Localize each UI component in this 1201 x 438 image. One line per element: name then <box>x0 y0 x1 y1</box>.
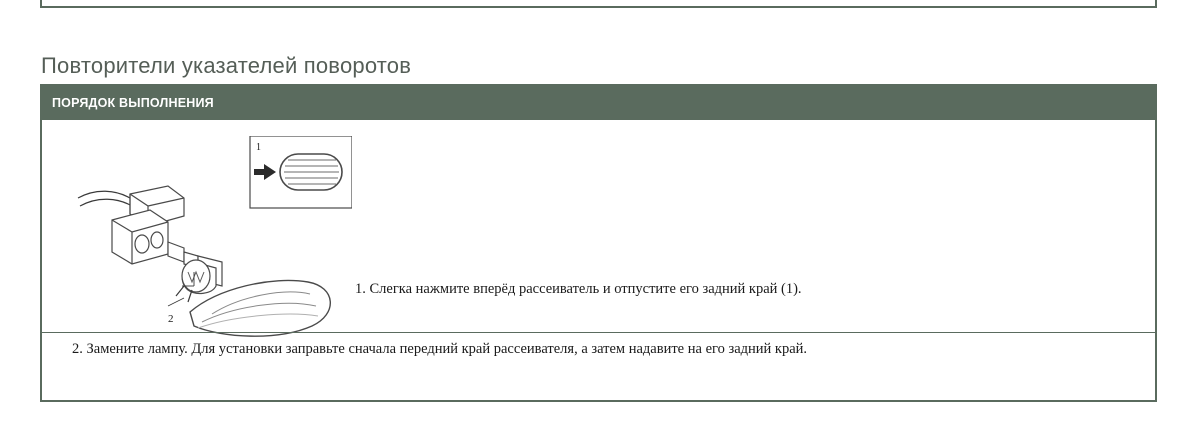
procedure-step-1: 1. Слегка нажмите вперёд рассеиватель и отпустите его задний край (1). <box>355 281 802 297</box>
bulb-socket-assembly <box>78 186 198 268</box>
procedure-panel <box>40 84 1157 402</box>
procedure-panel-body <box>42 120 1155 366</box>
page-title: Повторители указателей поворотов <box>41 53 412 79</box>
inset-callout-label: 1 <box>256 142 261 153</box>
procedure-panel-header-label: ПОРЯДОК ВЫПОЛНЕНИЯ <box>52 96 214 110</box>
figure-callout-2: 2 <box>168 313 174 325</box>
repeater-lamp-illustration <box>72 136 352 356</box>
inset-detail-box <box>250 136 352 208</box>
preceding-panel-fragment <box>40 0 1157 8</box>
procedure-panel-header <box>42 86 1155 120</box>
bulb <box>176 256 222 302</box>
procedure-step-2: 2. Замените лампу. Для установки заправьте сначала передний край рассеивателя, а затем надавите на его задний край. <box>72 341 808 357</box>
procedure-panel-footer <box>42 332 1155 366</box>
